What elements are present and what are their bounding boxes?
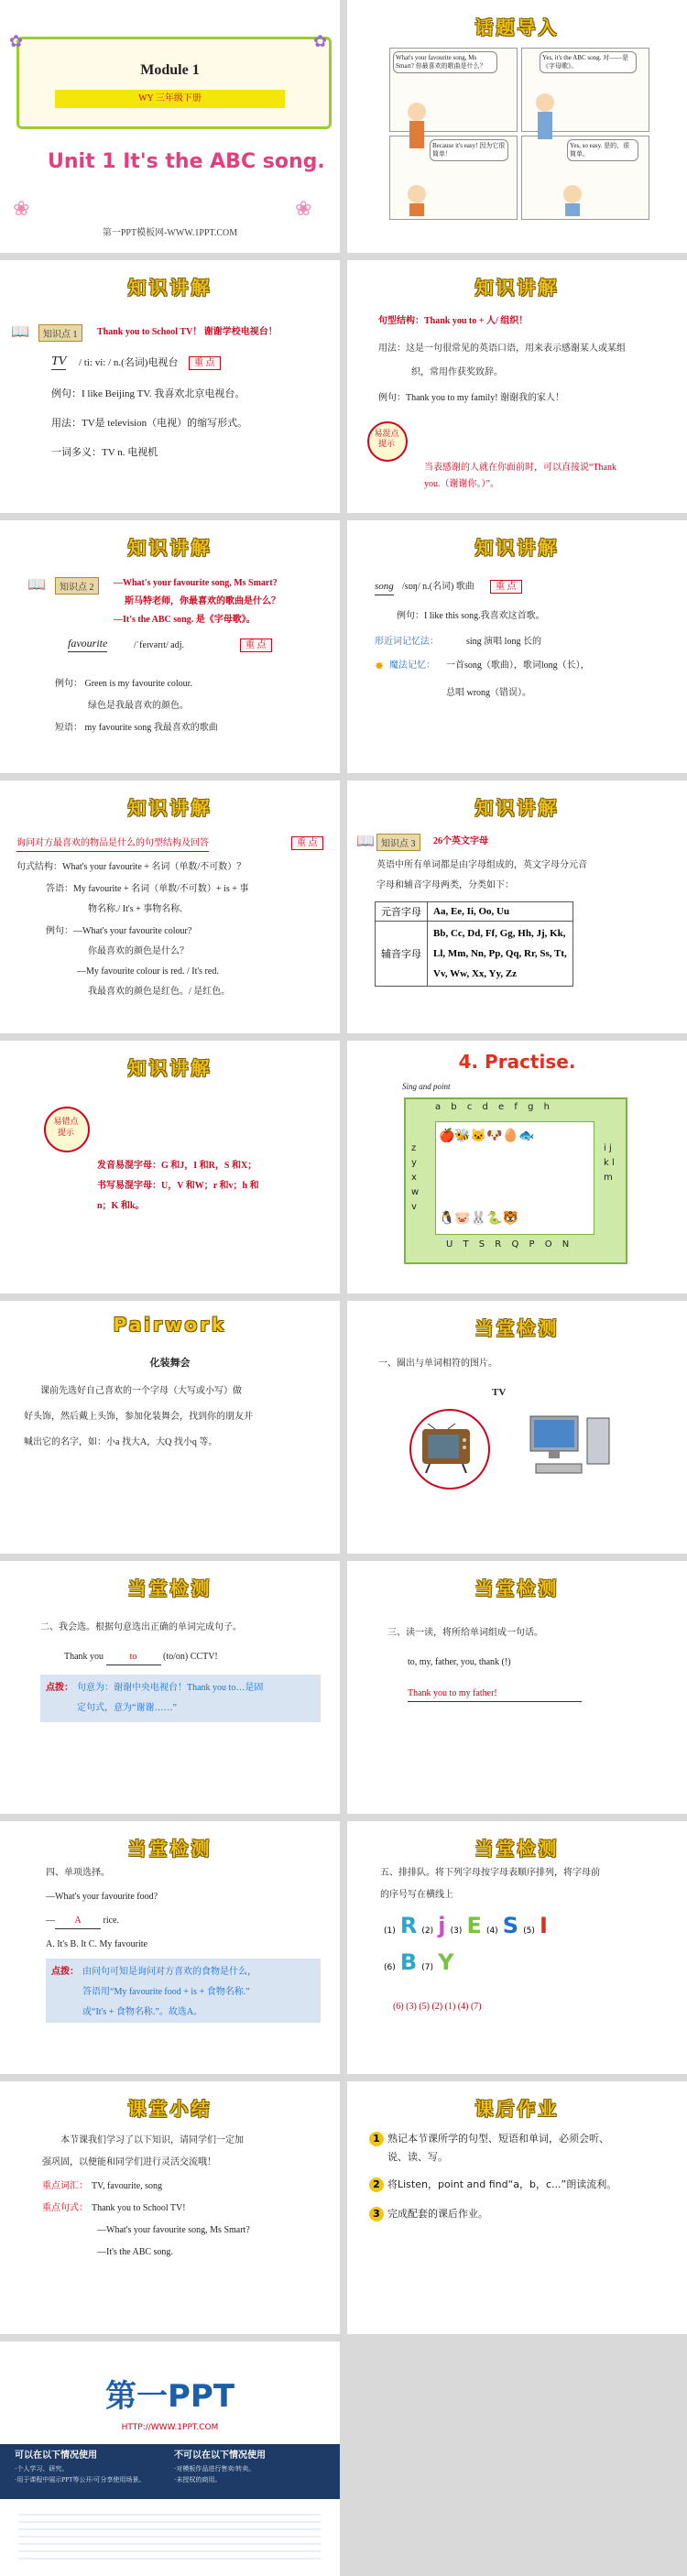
tip-2: you.（谢谢你。）”。 xyxy=(424,479,499,489)
word-song: song xyxy=(375,579,394,595)
book-icon: 📖 xyxy=(356,834,375,849)
sentence-a: Thank you xyxy=(64,1652,106,1662)
cannot-use-2: ·未授权的商用。 xyxy=(174,2476,222,2483)
example-3: 短语： my favourite song 我最喜欢的歌曲 xyxy=(55,723,218,733)
top-letters: a b c d e f g h xyxy=(435,1102,553,1112)
can-use-1: ·个人学习、研究。 xyxy=(15,2465,69,2472)
line-2: 答语：My favourite + 名词（单数/不可数）+ is + 事 xyxy=(46,884,249,894)
num-3: 3 xyxy=(369,2207,384,2221)
slide-header: 当堂检测 xyxy=(127,1838,213,1860)
slide-header: 知识讲解 xyxy=(474,277,560,299)
answer: to xyxy=(106,1649,161,1665)
bottom-letters: U T S R Q P O N xyxy=(446,1239,573,1250)
note-2: 定句式，意为“谢谢……” xyxy=(77,1703,177,1713)
people-illustration xyxy=(389,48,648,218)
line-3: 物名称./ It's + 事物名称. xyxy=(88,904,182,914)
point-label: 知识点 3 xyxy=(376,834,420,851)
pattern-title: 询问对方最喜欢的物品是什么的句型结构及回答 xyxy=(16,835,209,852)
note-label: 点拨： xyxy=(51,1967,79,1977)
word-tv: TV xyxy=(51,355,67,368)
word-tv: TV xyxy=(492,1387,507,1398)
bubble-2: Yes, it's the ABC song. 对——是《字母歌》。 xyxy=(540,51,637,73)
slide-summary xyxy=(0,2081,340,2334)
badge-wrap xyxy=(189,355,221,371)
slide-header: 当堂检测 xyxy=(474,1838,560,1860)
slide-practise xyxy=(347,1041,687,1293)
intro-2: 字母和辅音字母两类，分类如下： xyxy=(376,880,514,890)
example-3: 一词多义：TV n. 电视机 xyxy=(51,447,158,458)
slide-header: Pairwork xyxy=(113,1314,227,1336)
consonants-3: Vv, Ww, Xx, Yy, Zz xyxy=(433,968,518,979)
answer: A xyxy=(55,1913,101,1929)
slide-check-5 xyxy=(347,1821,687,2074)
question-1: 五、排排队。将下列字母按字母表顺序排列，将字母前 xyxy=(380,1868,600,1878)
vowels: Aa, Ee, Ii, Oo, Uu xyxy=(428,902,573,922)
similar-words: sing 演唱 long 长的 xyxy=(466,637,541,647)
cannot-use-1: ·对模板作品进行售卖/转卖。 xyxy=(174,2465,256,2472)
slide-header: 课后作业 xyxy=(474,2098,560,2120)
example: 例句：Thank you to my family! 谢谢我的家人！ xyxy=(378,393,565,403)
phonetic: / ti: vi: / n.(名词)电视台 xyxy=(79,357,179,368)
slide-knowledge-3 xyxy=(0,520,340,773)
key-badge: 重 点 xyxy=(490,580,522,594)
slide-check-4 xyxy=(0,1821,340,2074)
badge-wrap xyxy=(490,579,522,595)
slide-header: 当堂检测 xyxy=(474,1577,560,1599)
tip-label: 易错点 提示 xyxy=(53,1117,79,1137)
slide-knowledge-4 xyxy=(347,520,687,773)
key-badge: 重 点 xyxy=(291,836,323,850)
module-title: Module 1 xyxy=(140,62,200,78)
slide-header: 当堂检测 xyxy=(127,1577,213,1599)
letter-i: I xyxy=(540,1913,548,1938)
line-5: 你最喜欢的颜色是什么？ xyxy=(88,946,189,956)
letter-row-2 xyxy=(384,1949,453,1975)
logo: 第一PPT xyxy=(104,2378,235,2415)
flower-top-icon: ✿ xyxy=(9,32,24,50)
question: 一、圈出与单词相符的图片。 xyxy=(378,1359,497,1369)
line-6: —My favourite colour is red. / It's red. xyxy=(77,966,219,977)
slide-header: 知识讲解 xyxy=(127,1057,213,1079)
slide-header: 话题导入 xyxy=(474,16,560,38)
num-1: 1 xyxy=(369,2132,384,2146)
memory-2: 总唱 wrong（错误）。 xyxy=(446,688,532,698)
key-badge: 重 点 xyxy=(240,639,272,652)
consonants-2: Ll, Mm, Nn, Pp, Qq, Rr, Ss, Tt, xyxy=(433,948,567,959)
note-3: 或“It's + 食物名称.”。故选A。 xyxy=(82,2007,203,2017)
cannot-use-title: 不可以在以下情况使用 xyxy=(174,2450,266,2461)
letter-j: j xyxy=(438,1913,446,1938)
left-letters: z y x w v xyxy=(411,1143,420,1212)
blank-a: — xyxy=(46,1916,55,1926)
options: A. It's B. It C. My favourite xyxy=(46,1939,147,1949)
homework-3-text: 完成配套的课后作业。 xyxy=(387,2208,488,2220)
letter-row-1 xyxy=(384,1913,548,1938)
line-3: n；K 和k。 xyxy=(97,1201,145,1211)
stem: —What's your favourite food? xyxy=(46,1892,158,1902)
line-2: 书写易混字母：U，V 和W；r 和v；h 和 xyxy=(97,1181,259,1191)
item-num: (7) xyxy=(421,1963,433,1972)
letter-table xyxy=(375,901,573,987)
usage-1: 用法：这是一句很常见的英语口语，用来表示感谢某人或某组 xyxy=(378,344,626,354)
homework-1 xyxy=(369,2131,609,2146)
letter-e: E xyxy=(466,1913,482,1938)
book-icon: 📖 xyxy=(27,577,46,593)
tip-label: 易混点 提示 xyxy=(374,429,399,448)
item-num: (5) xyxy=(523,1927,535,1936)
book-icon: 📖 xyxy=(11,324,29,340)
slide-header: 当堂检测 xyxy=(474,1317,560,1339)
key-sentence-2: —What's your favourite song, Ms Smart? xyxy=(97,2225,250,2235)
tip-1: 当表感谢的人就在你面前时，可以直接说“Thank xyxy=(424,463,616,473)
sentence xyxy=(64,1649,218,1665)
slide-check-2 xyxy=(0,1561,340,1814)
slide-header: 课堂小结 xyxy=(127,2098,213,2120)
letter-y: Y xyxy=(438,1949,454,1975)
phonetic: /ˈfeɪvərɪt/ adj. xyxy=(134,640,184,650)
point-title: 26个英文字母 xyxy=(433,836,488,846)
sentence-b: (to/on) CCTV! xyxy=(160,1652,218,1662)
can-use-2: ·用于课程中展示PPT等公开/可分享使用场景。 xyxy=(15,2476,146,2483)
para-2: 好头饰，然后戴上头饰，参加化装舞会，找到你的朋友并 xyxy=(24,1412,253,1422)
num-2: 2 xyxy=(369,2178,384,2192)
slide-knowledge-5 xyxy=(0,780,340,1033)
item-num: (2) xyxy=(421,1927,434,1936)
consonants-1: Bb, Cc, Dd, Ff, Gg, Hh, Jj, Kk, xyxy=(433,928,566,939)
para-1: 课前先选好自己喜欢的一个字母（大写或小写）做 xyxy=(40,1386,242,1396)
usage-2: 织，常用作获奖致辞。 xyxy=(411,367,503,377)
star-icon: ✸ xyxy=(375,660,385,672)
question: 四、单项选择。 xyxy=(46,1868,110,1878)
letter-s: S xyxy=(502,1913,519,1938)
bubble-3: Because it's easy! 因为它很简单！ xyxy=(430,139,508,161)
line-1: —What's your favourite song, Ms Smart? xyxy=(114,578,278,588)
link-list xyxy=(18,2508,321,2563)
consonants xyxy=(428,922,573,987)
badge-wrap xyxy=(240,638,272,653)
letter-b: B xyxy=(399,1949,418,1975)
item-num: (6) xyxy=(384,1963,396,1972)
slide-header: 知识讲解 xyxy=(474,797,560,819)
bubble-4: Yes, so easy. 是的，很简单。 xyxy=(567,139,638,161)
note-1: 句意为：谢谢中央电视台！Thank you to…是固 xyxy=(77,1683,264,1693)
memory-label: 魔法记忆： xyxy=(389,660,435,671)
example-2: 用法：TV是 television（电视）的缩写形式。 xyxy=(51,418,248,429)
footer: 第一PPT模板网-WWW.1PPT.COM xyxy=(102,228,238,238)
slide-header: 知识讲解 xyxy=(474,537,560,559)
line-1: 发音易混字母：G 和J，I 和R，S 和X； xyxy=(97,1161,257,1171)
example-1: 例句： Green is my favourite colour. xyxy=(55,679,192,689)
key-sentences-label: 重点句式： xyxy=(42,2203,88,2213)
can-use-title: 可以在以下情况使用 xyxy=(15,2450,97,2461)
homework-2-text: 将Listen，point and find“a，b，c...”朗读流利。 xyxy=(387,2178,617,2190)
slide-homework xyxy=(347,2081,687,2334)
blank-line xyxy=(46,1913,119,1929)
slide-knowledge-1 xyxy=(0,260,340,513)
objects-icon: 🍎🐝🐱🐶🥚🐟 🐧🐷🐰🐍🐯 xyxy=(439,1130,535,1226)
blank-b: rice. xyxy=(103,1916,119,1926)
example: 例句：I like this song.我喜欢这首歌。 xyxy=(397,611,545,621)
answer: (6) (3) (5) (2) (1) (4) (7) xyxy=(393,2002,482,2012)
question: 二、我会选。根据句意选出正确的单词完成句子。 xyxy=(40,1622,242,1632)
note-2: 答语用“My favourite food + is + 食物名称.” xyxy=(82,1987,250,1997)
key-sentence: Thank you to School TV！ 谢谢学校电视台！ xyxy=(97,327,278,337)
similar-label: 形近词记忆法： xyxy=(375,637,439,647)
flower-top-right-icon: ✿ xyxy=(313,32,328,50)
slide-check-3 xyxy=(347,1561,687,1814)
slide-header: 知识讲解 xyxy=(127,537,213,559)
homework-3 xyxy=(369,2206,488,2221)
given-words: to, my, father, you, thank (!) xyxy=(408,1657,511,1667)
point-label: 知识点 1 xyxy=(38,324,82,342)
note-label: 点拨： xyxy=(46,1683,73,1693)
activity-title: 化装舞会 xyxy=(149,1358,191,1369)
flower-right-icon: ❀ xyxy=(295,197,312,220)
slide-header: 知识讲解 xyxy=(127,797,213,819)
intro-1: 英语中所有单词都是由字母组成的，英文字母分元音 xyxy=(376,860,587,870)
slide-header: 4. Practise. xyxy=(458,1051,576,1073)
key-sentence-3: —It's the ABC song. xyxy=(97,2247,173,2257)
computer-image xyxy=(527,1413,615,1480)
key-badge: 重 点 xyxy=(189,356,221,370)
slide-title xyxy=(0,0,340,253)
key-words-label: 重点词汇： xyxy=(42,2181,88,2191)
right-letters: i j k l m xyxy=(604,1143,615,1183)
flower-left-icon: ❀ xyxy=(13,197,30,220)
tv-image xyxy=(420,1424,479,1475)
homework-1b: 说、读、写。 xyxy=(387,2151,448,2163)
homework-2 xyxy=(369,2177,616,2192)
answer: Thank you to my father! xyxy=(408,1686,582,1702)
line-2: 斯马特老师，你最喜欢的歌曲是什么？ xyxy=(125,596,280,606)
slide-intro xyxy=(347,0,687,253)
logo-url: HTTP://WWW.1PPT.COM xyxy=(121,2423,219,2432)
note-1: 由问句可知是询问对方喜欢的食物是什么， xyxy=(82,1967,256,1977)
subtitle: WY 三年级下册 xyxy=(138,93,202,104)
line-7: 我最喜欢的颜色是红色。/ 是红色。 xyxy=(88,987,231,997)
slide-knowledge-6 xyxy=(347,780,687,1033)
slide-knowledge-2 xyxy=(347,260,687,513)
key-sentence-1: Thank you to School TV! xyxy=(92,2203,186,2213)
para-3: 喊出它的名字，如：小a 找大A，大Q 找小q 等。 xyxy=(24,1437,218,1447)
slide-pairwork xyxy=(0,1301,340,1554)
consonant-label: 辅音字母 xyxy=(376,922,428,987)
para-2: 强巩固，以便能和同学们进行灵活交流哦！ xyxy=(42,2157,216,2167)
homework-1-text: 熟记本节课所学的句型、短语和单词，必须会听、 xyxy=(387,2133,609,2145)
para-1: 本节课我们学习了以下知识，请同学们一定加 xyxy=(60,2135,244,2145)
pattern: 句型结构：Thank you to + 人/ 组织！ xyxy=(378,316,529,326)
slide-ending xyxy=(0,2341,340,2576)
item-num: (3) xyxy=(450,1927,463,1936)
key-words: TV, favourite, song xyxy=(92,2181,163,2191)
word-favourite: favourite xyxy=(68,636,107,652)
slide-check-1 xyxy=(347,1301,687,1554)
badge-wrap xyxy=(291,835,323,851)
question: 三、读一读，将所给单词组成一句话。 xyxy=(387,1628,543,1638)
example-2: 绿色是我最喜欢的颜色。 xyxy=(88,701,189,711)
bubble-1: What's your favourite song, Ms Smart? 你最喜欢的歌曲是什么？ xyxy=(393,51,497,73)
unit-title: Unit 1 It's the ABC song. xyxy=(48,150,325,173)
slide-header: 知识讲解 xyxy=(127,277,213,299)
item-num: (4) xyxy=(485,1927,498,1936)
memory-1: 一首song（歌曲），歌词long（长）， xyxy=(446,660,590,671)
line-1: 句式结构：What's your favourite + 名词（单数/不可数）？ xyxy=(16,862,246,872)
example-1: 例句：I like Beijing TV. 我喜欢北京电视台。 xyxy=(51,388,245,399)
vowel-label: 元音字母 xyxy=(376,902,428,922)
letter-r: R xyxy=(399,1913,418,1938)
question-2: 的序号写在横线上 xyxy=(380,1890,453,1900)
point-label: 知识点 2 xyxy=(55,577,99,595)
slide-knowledge-7 xyxy=(0,1041,340,1293)
line-3: —It's the ABC song. 是《字母歌》。 xyxy=(114,615,256,625)
instruction: Sing and point xyxy=(402,1082,451,1091)
item-num: (1) xyxy=(384,1927,396,1936)
line-4: 例句：—What's your favourite colour? xyxy=(46,926,192,936)
phonetic: /sɒŋ/ n.(名词) 歌曲 xyxy=(402,582,474,592)
